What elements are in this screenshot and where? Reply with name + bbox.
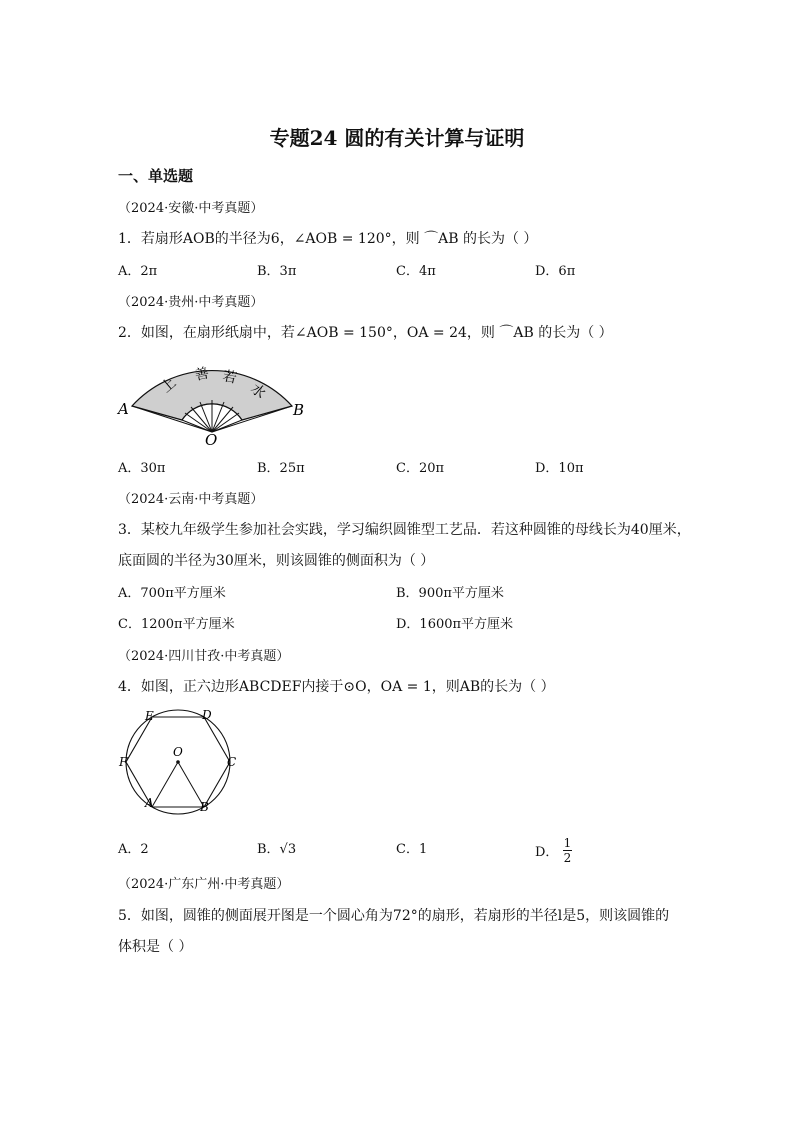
fan-char-2: 善	[193, 365, 211, 384]
q3-stem-line2: 底面圆的半径为30厘米，则该圆锥的侧面积为（ ）	[118, 553, 435, 569]
center-point	[176, 760, 180, 764]
fan-label-b: B	[293, 401, 305, 419]
hex-label-f: F	[119, 755, 128, 769]
q1-option-d: D．6π	[535, 264, 576, 279]
section-heading: 一、单选题	[118, 167, 194, 185]
fan-char-1: 上	[158, 374, 180, 397]
hexagon-figure	[112, 700, 242, 820]
q3-option-b: B．900π平方厘米	[396, 586, 504, 601]
q5-source: （2024·广东广州·中考真题）	[118, 877, 290, 892]
fan-char-4: 水	[247, 380, 269, 403]
fan-label-a: A	[118, 400, 129, 418]
q2-option-c: C．20π	[396, 461, 445, 476]
q1-option-c: C．4π	[396, 264, 436, 279]
hex-label-o: O	[173, 745, 183, 759]
q3-stem-line1: 3．某校九年级学生参加社会实践，学习编织圆锥型工艺品．若这种圆锥的母线长为40厘米，	[118, 522, 691, 538]
fraction-numerator: 1	[563, 836, 572, 850]
q3-option-a: A．700π平方厘米	[118, 586, 226, 601]
q1-option-a: A．2π	[118, 264, 158, 279]
hex-label-d: D	[202, 708, 212, 722]
hex-label-b: B	[200, 800, 209, 814]
q2-option-d: D．10π	[535, 461, 584, 476]
q2-option-b: B．25π	[257, 461, 305, 476]
fan-figure	[112, 348, 312, 448]
q4-source: （2024·四川甘孜·中考真题）	[118, 649, 290, 664]
fan-char-3: 若	[221, 368, 239, 387]
q1-stem: 1．若扇形AOB的半径为6，∠AOB = 120°，则 ⌒AB 的长为（ ）	[118, 231, 538, 247]
page-title: 专题24 圆的有关计算与证明	[269, 126, 525, 150]
q2-stem: 2．如图，在扇形纸扇中，若∠AOB = 150°，OA = 24，则 ⌒AB 的长为（ ）	[118, 325, 613, 341]
q3-option-c: C．1200π平方厘米	[118, 617, 235, 632]
q2-option-a: A．30π	[118, 461, 166, 476]
fraction-denominator: 2	[563, 851, 572, 865]
q5-stem-line1: 5．如图，圆锥的侧面展开图是一个圆心角为72°的扇形，若扇形的半径l是5，则该圆锥的	[118, 908, 670, 924]
hex-label-c: C	[227, 755, 237, 769]
q4-option-c: C．1	[396, 842, 428, 857]
q1-source: （2024·安徽·中考真题）	[118, 201, 264, 216]
fan-label-o: O	[205, 431, 218, 448]
q4-option-b: B．√3	[257, 842, 297, 857]
q2-source: （2024·贵州·中考真题）	[118, 295, 264, 310]
q4-option-a: A．2	[118, 842, 149, 857]
q4-option-d	[535, 838, 572, 867]
hex-label-e: E	[145, 709, 154, 723]
q4-option-d-prefix: D．	[535, 845, 559, 860]
q4-stem: 4．如图，正六边形ABCDEF内接于⊙O，OA = 1，则AB的长为（ ）	[118, 679, 555, 695]
q3-option-d: D．1600π平方厘米	[396, 617, 514, 632]
q3-source: （2024·云南·中考真题）	[118, 492, 264, 507]
fraction-one-half	[563, 836, 573, 865]
segment-oa	[152, 762, 178, 807]
q1-option-b: B．3π	[257, 264, 297, 279]
q5-stem-line2: 体积是（ ）	[118, 939, 193, 955]
hex-label-a: A	[145, 796, 154, 810]
